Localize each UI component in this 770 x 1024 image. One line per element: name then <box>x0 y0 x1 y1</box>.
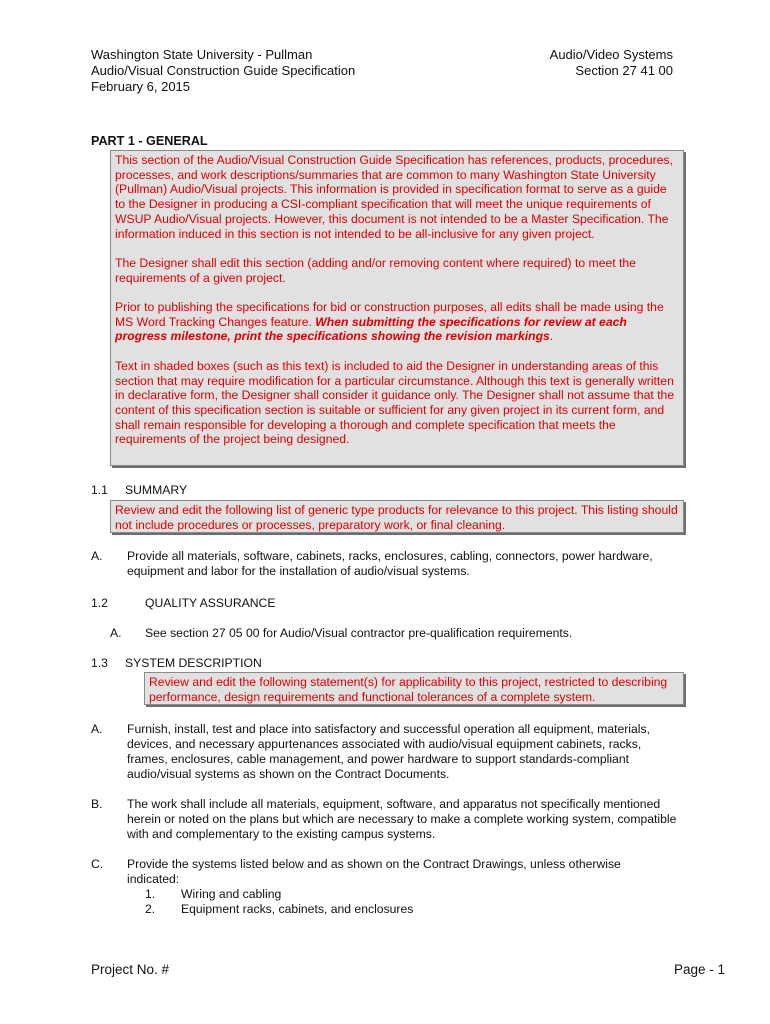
item-label: A. <box>110 626 122 640</box>
university-name: Washington State University - Pullman <box>91 47 313 62</box>
item-text: Furnish, install, test and place into satisfactory and successful operation all equipment, materials, devices, and necessary appurtenances associated with audio/visual equipment cabinets, racks, frames, enclosures, cable management, and power hardware to support standards-compliant audio/visual systems as shown on the Contract Documents. <box>127 722 650 781</box>
note-text: Prior to publishing the specifications for bid or construction purposes, all edits shall be made using the MS Word Tracking Changes feature. <box>115 300 664 329</box>
list-item: Wiring and cabling <box>181 887 282 901</box>
item-text: Provide the systems listed below and as shown on the Contract Drawings, unless otherwise indicated: <box>127 857 621 886</box>
note-paragraph: Review and edit the following statement(s) for applicability to this project, restricted to describing performance, design requirements and functional tolerances of a complete system. <box>149 675 668 704</box>
document-date: February 6, 2015 <box>91 79 191 94</box>
designer-note-system-description <box>144 672 684 705</box>
item-text: The work shall include all materials, equipment, software, and apparatus not specifically mentioned herein or noted on the plans but which are necessary to make a complete working system, compatible with and complementary to the existing campus systems. <box>127 797 677 841</box>
section-number-1-2: 1.2 <box>91 596 108 610</box>
designer-note-general <box>110 150 684 466</box>
item-text: See section 27 05 00 for Audio/Visual contractor pre-qualification requirements. <box>145 626 573 640</box>
section-name: Audio/Video Systems <box>549 47 673 62</box>
note-paragraph: The Designer shall edit this section (adding and/or removing content where required) to meet the requirements of a given project. <box>115 255 636 285</box>
part-title: PART 1 - GENERAL <box>91 134 208 148</box>
footer-page-number: Page - 1 <box>673 962 725 977</box>
list-item-number: 1. <box>145 887 156 901</box>
list-item-number: 2. <box>145 902 156 916</box>
list-item: Equipment racks, cabinets, and enclosures <box>181 902 414 916</box>
note-paragraph: Review and edit the following list of generic type products for relevance to this project. This listing should not include procedures or processes, preparatory work, or final cleaning. <box>115 503 678 532</box>
footer-project-number: Project No. # <box>91 962 170 977</box>
header-right <box>413 47 673 79</box>
item-text: Provide all materials, software, cabinets, racks, enclosures, cabling, connectors, power hardware, equipment and labor for the installation of audio/visual systems. <box>127 549 653 578</box>
item-label: A. <box>91 722 103 736</box>
section-number: Section 27 41 00 <box>575 63 673 78</box>
item-label: A. <box>91 549 103 563</box>
note-paragraph: Text in shaded boxes (such as this text) is included to aid the Designer in understanding areas of this section that may require modification for a particular circumstance. Although this text is generally written in declarative form, the Designer shall consider it guidance only. The Designer shall not assume that the content of this specification section is suitable or sufficient for any given project in its current form, and shall remain responsible for developing a thorough and complete specification that meets the requirements of the project being designed. <box>115 358 675 447</box>
note-text: . <box>549 329 554 344</box>
note-paragraph <box>115 300 679 344</box>
section-number-1-3: 1.3 <box>91 656 108 670</box>
section-title-quality-assurance: QUALITY ASSURANCE <box>145 596 276 610</box>
section-title-summary: SUMMARY <box>125 483 188 497</box>
designer-note-summary <box>110 500 684 533</box>
note-paragraph: This section of the Audio/Visual Construction Guide Specification has references, products, procedures, processes, and work descriptions/summaries that are common to many Washington State University (Pullman) Audio/Visual projects. This information is provided in specification format to serve as a guide to the Designer in producing a CSI-compliant specification that will meet the unique requirements of WSUP Audio/Visual projects. However, this document is not intended to be a Master Specification. The information induced in this section is not intended to be all-inclusive for any given project. <box>115 153 673 241</box>
item-label: B. <box>91 797 103 811</box>
document-title: Audio/Visual Construction Guide Specification <box>91 63 356 78</box>
section-number-1-1: 1.1 <box>91 483 108 497</box>
note-emphasis: When submitting the specifications for review at each progress milestone, print the specifications showing the revision markings <box>115 314 627 344</box>
item-label: C. <box>91 857 104 871</box>
section-title-system-description: SYSTEM DESCRIPTION <box>125 656 262 670</box>
